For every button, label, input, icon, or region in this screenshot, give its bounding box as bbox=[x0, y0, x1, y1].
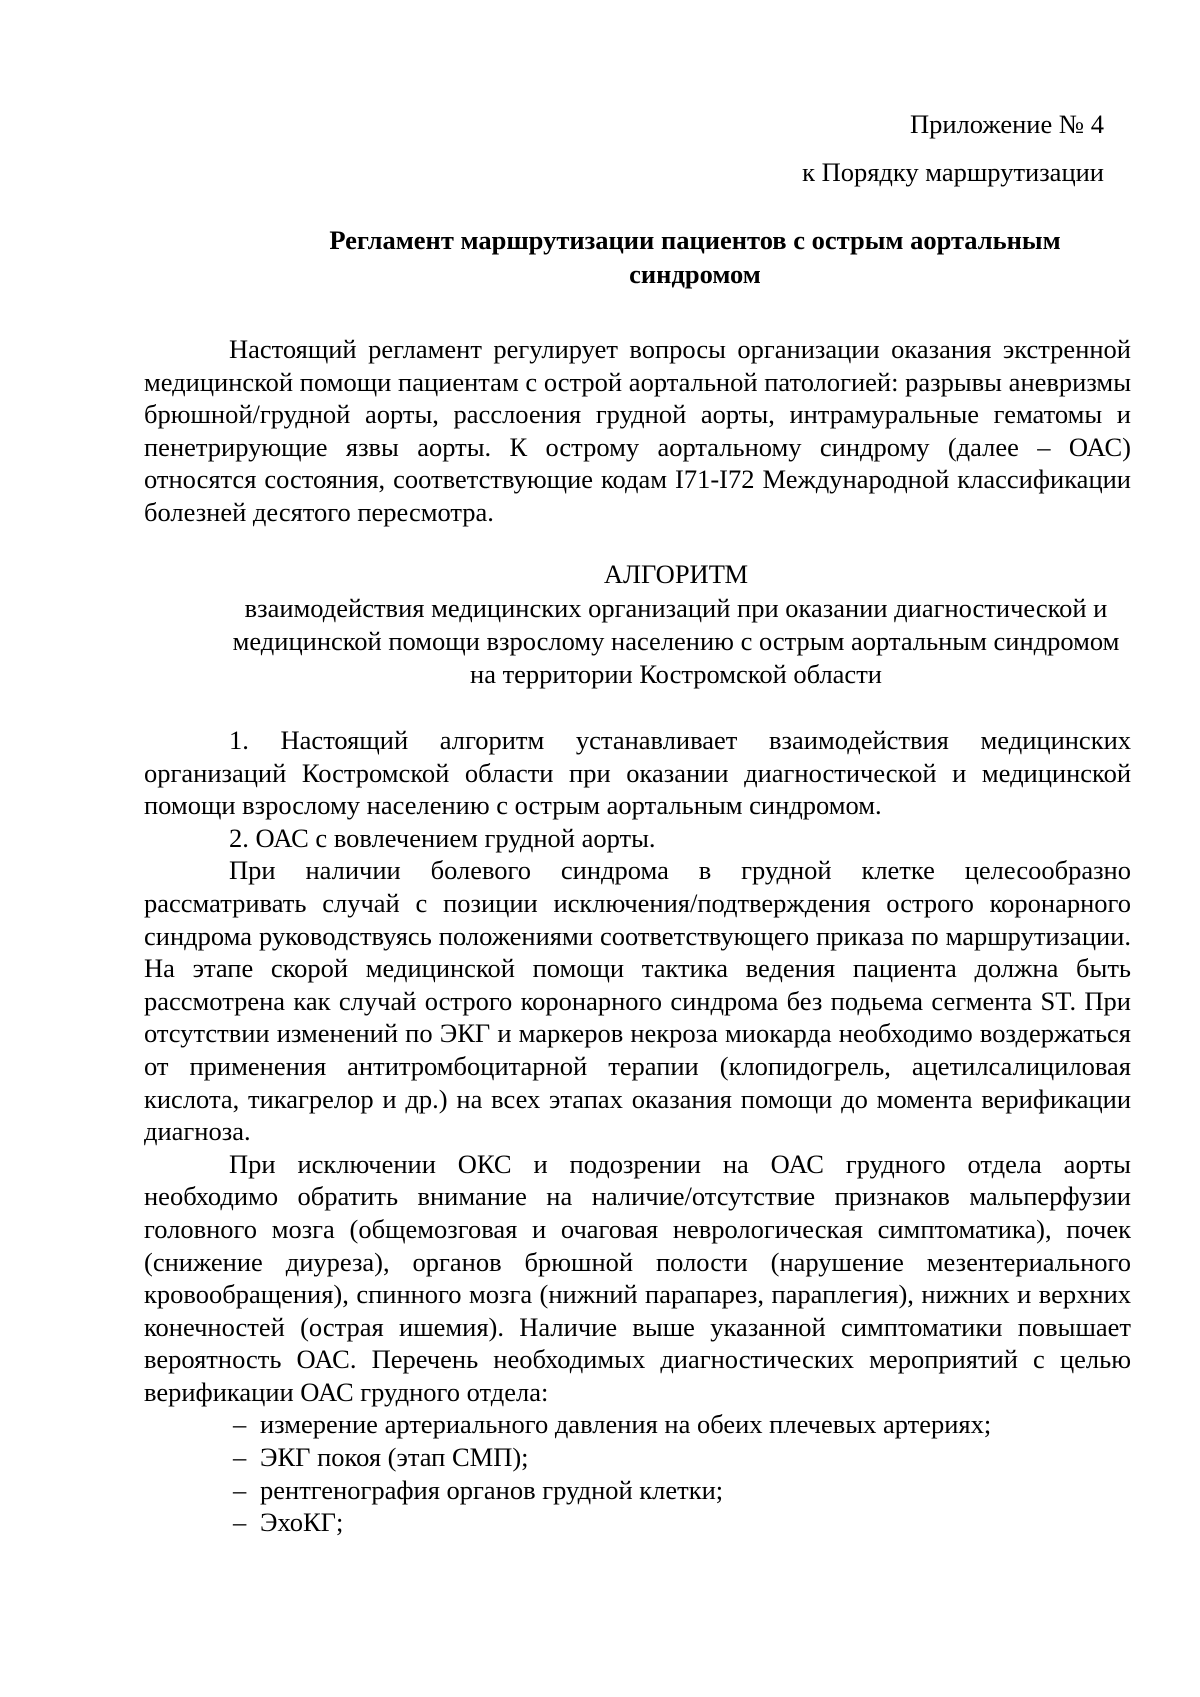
diagnostic-list bbox=[144, 1408, 1131, 1538]
list-item-text: рентгенография органов грудной клетки; bbox=[260, 1474, 724, 1505]
list-dash: – bbox=[233, 1442, 247, 1473]
list-item-text: измерение артериального давления на обеих плечевых артериях; bbox=[260, 1409, 992, 1440]
paragraph-3: При наличии болевого синдрома в грудной клетке целесообразно рассматривать случай с позиции исключения/подтверждения острого коронарного синдрома руководствуясь положениями соответствующего приказа по маршрутизации. На этапе скорой медицинской помощи тактика ведения пациента должна быть рассмотрена как случай острого коронарного синдрома без подьема сегмента ST. При отсутствии изменений по ЭКГ и маркеров некроза миокарда необходимо воздержаться от применения антитромбоцитарной терапии (клопидогрель, ацетилсалициловая кислота, тикагрелор и др.) на всех этапах оказания помощи до момента верификации диагноза. bbox=[144, 855, 1131, 1147]
paragraph-4: При исключении ОКС и подозрении на ОАС грудного отдела аорты необходимо обратить внимание на наличие/отсутствие признаков мальперфузии головного мозга (общемозговая и очаговая неврологическая симптоматика), почек (снижение диуреза), органов брюшной полости (нарушение мезентериального кровообращения), спинного мозга (нижний парапарез, параплегия), нижних и верхних конечностей (острая ишемия). Наличие выше указанной симптоматики повышает вероятность ОАС. Перечень необходимых диагностических мероприятий с целью верификации ОАС грудного отдела: bbox=[144, 1148, 1131, 1407]
list-dash: – bbox=[233, 1507, 247, 1538]
paragraph-1: 1. Настоящий алгоритм устанавливает взаимодействия медицинских организаций Костромской области при оказании диагностической и медицинской помощи взрослому населению с острым аортальным синдромом. bbox=[144, 725, 1131, 821]
list-item bbox=[144, 1506, 1131, 1539]
regulation-title: Регламент маршрутизации пациентов с острым аортальным синдромом bbox=[329, 225, 1061, 289]
list-item bbox=[144, 1408, 1131, 1441]
list-item-text: ЭКГ покоя (этап СМП); bbox=[260, 1442, 529, 1473]
algorithm-subtitle: взаимодействия медицинских организаций при оказании диагностической и медицинской помощи взрослому населению с острым аортальным синдромом на территории Костромской области bbox=[232, 593, 1120, 689]
list-dash: – bbox=[233, 1409, 247, 1440]
algorithm-heading-block bbox=[226, 556, 1126, 691]
appendix-number: Приложение № 4 bbox=[909, 109, 1104, 139]
intro-paragraph: Настоящий регламент регулирует вопросы организации оказания экстренной медицинской помощи пациентам с острой аортальной патологией: разрывы аневризмы брюшной/грудной аорты, расслоения грудной аорты, интрамуральные гематомы и пенетрирующие язвы аорты. К острому аортальному синдрому (далее – ОАС) относятся состояния, соответствующие кодам I71-I72 Международной классификации болезней десятого пересмотра. bbox=[144, 334, 1131, 527]
algorithm-heading: АЛГОРИТМ bbox=[603, 559, 749, 589]
paragraph-2: 2. ОАС с вовлечением грудной аорты. bbox=[229, 822, 656, 853]
list-dash: – bbox=[233, 1474, 247, 1505]
appendix-procedure-ref: к Порядку маршрутизации bbox=[802, 157, 1104, 187]
appendix-reference bbox=[700, 100, 1104, 196]
list-item bbox=[144, 1474, 1131, 1507]
algorithm-body bbox=[144, 724, 1131, 1539]
intro-section bbox=[144, 333, 1131, 529]
list-item-text: ЭхоКГ; bbox=[260, 1507, 344, 1538]
list-item bbox=[144, 1441, 1131, 1474]
